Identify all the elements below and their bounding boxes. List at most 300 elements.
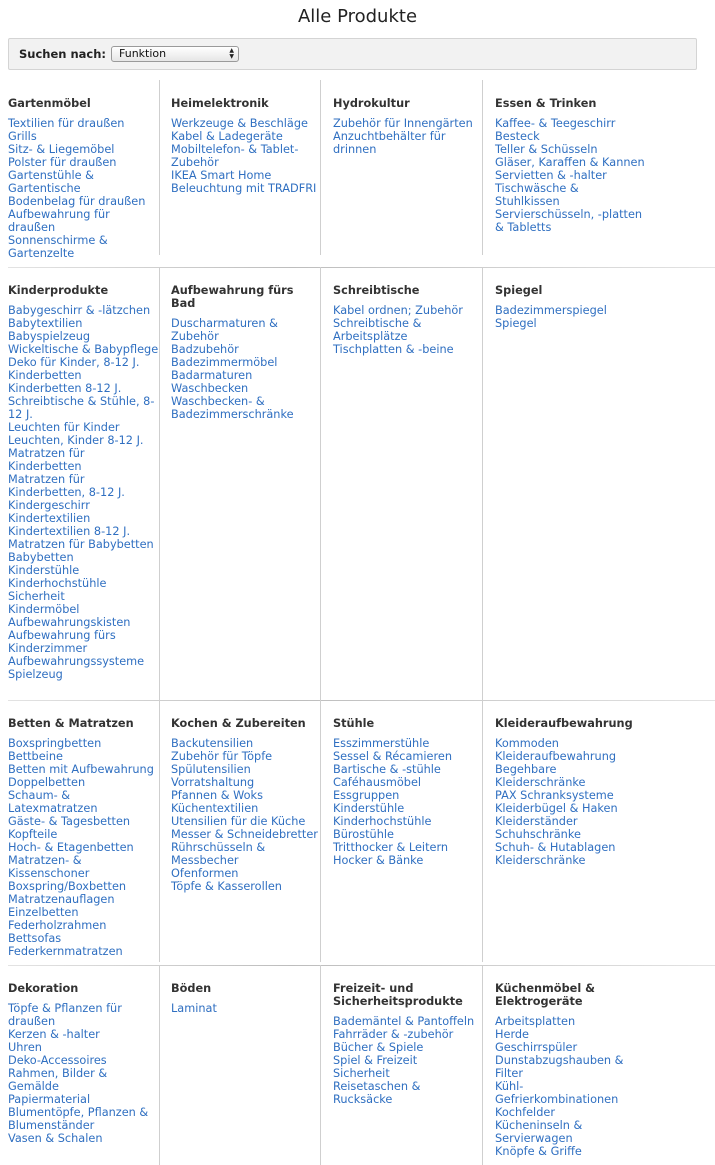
category-link-babybetten[interactable]: Babybetten	[8, 551, 74, 564]
category-link-aufbewahrungskisten[interactable]: Aufbewahrungskisten	[8, 616, 131, 629]
list-item	[8, 776, 159, 789]
category-link-zubehoer-fuer-innengaerten[interactable]: Zubehör für Innengärten	[333, 117, 473, 130]
category-link-polster-fuer-draussen[interactable]: Polster für draußen	[8, 156, 117, 169]
list-item	[8, 525, 159, 538]
list-item	[8, 854, 159, 880]
category-link-kaffee-teegeschirr[interactable]: Kaffee- & Teegeschirr	[495, 117, 616, 130]
category-link-hoch-etagenbetten[interactable]: Hoch- & Etagenbetten	[8, 841, 134, 854]
list-item	[8, 1002, 159, 1028]
category-column-kleideraufbewahrung	[495, 700, 645, 962]
category-link-kindertextilien-8-12-j[interactable]: Kindertextilien 8-12 J.	[8, 525, 131, 538]
list-item	[495, 763, 645, 789]
category-link-kleiderschraenke[interactable]: Kleiderschränke	[495, 854, 586, 867]
list-item	[8, 330, 159, 343]
list-item	[333, 815, 482, 828]
category-link-list	[8, 1002, 159, 1145]
list-item	[8, 538, 159, 551]
category-link-ruehrschuesseln-messbecher[interactable]: Rührschüsseln & Messbecher	[171, 841, 266, 867]
list-item	[8, 945, 159, 958]
category-link-list	[333, 737, 482, 867]
list-item	[8, 815, 159, 828]
category-link-badzubehoer[interactable]: Badzubehör	[171, 343, 239, 356]
list-item	[8, 156, 159, 169]
list-item	[8, 234, 159, 260]
category-column-kinderprodukte	[8, 267, 160, 704]
list-item	[8, 1132, 159, 1145]
category-link-sicherheit[interactable]: Sicherheit	[333, 1067, 390, 1080]
list-item	[8, 603, 159, 616]
category-link-essgruppen[interactable]: Essgruppen	[333, 789, 400, 802]
list-item	[8, 828, 159, 841]
category-link-hocker-baenke[interactable]: Hocker & Bänke	[333, 854, 424, 867]
list-item	[8, 763, 159, 776]
list-item	[495, 1106, 645, 1119]
category-link-uhren[interactable]: Uhren	[8, 1041, 42, 1054]
category-link-aufbewahrungssysteme[interactable]: Aufbewahrungssysteme	[8, 655, 145, 668]
category-link-leuchten-fuer-kinder[interactable]: Leuchten für Kinder	[8, 421, 120, 434]
category-link-utensilien-fuer-die-kueche[interactable]: Utensilien für die Küche	[171, 815, 306, 828]
category-link-blumentoepfe-pflanzen-blumenstaender[interactable]: Blumentöpfe, Pflanzen & Blumenständer	[8, 1106, 149, 1132]
list-item	[8, 564, 159, 577]
list-item	[333, 317, 482, 343]
list-item	[171, 880, 320, 893]
list-item	[8, 737, 159, 750]
list-item	[8, 668, 159, 681]
list-item	[495, 737, 645, 750]
list-item	[495, 789, 645, 802]
category-link-badezimmerspiegel[interactable]: Badezimmerspiegel	[495, 304, 607, 317]
list-item	[8, 473, 159, 499]
list-item	[8, 789, 159, 815]
category-link-babygeschirr-laetzchen[interactable]: Babygeschirr & -lätzchen	[8, 304, 151, 317]
list-item	[171, 382, 320, 395]
list-item	[333, 1067, 482, 1080]
list-item	[333, 789, 482, 802]
list-item	[171, 750, 320, 763]
category-link-matratzen-fuer-babybetten[interactable]: Matratzen für Babybetten	[8, 538, 154, 551]
list-item	[171, 867, 320, 880]
category-column-boeden	[171, 965, 321, 1165]
list-item	[8, 893, 159, 906]
category-link-tritthocker-leitern[interactable]: Tritthocker & Leitern	[333, 841, 449, 854]
category-link-babytextilien[interactable]: Babytextilien	[8, 317, 83, 330]
category-link-betten-mit-aufbewahrung[interactable]: Betten mit Aufbewahrung	[8, 763, 154, 776]
category-link-wickeltische-babypflege[interactable]: Wickeltische & Babypflege	[8, 343, 159, 356]
category-column-betten-matratzen	[8, 700, 160, 962]
list-item	[333, 1028, 482, 1041]
category-link-list	[495, 1015, 645, 1158]
category-link-deko-fuer-kinder-8-12-j[interactable]: Deko für Kinder, 8-12 J.	[8, 356, 140, 369]
category-link-kleiderstaender[interactable]: Kleiderständer	[495, 815, 578, 828]
list-item	[8, 1041, 159, 1054]
category-link-pax-schranksysteme[interactable]: PAX Schranksysteme	[495, 789, 614, 802]
category-link-list	[8, 737, 159, 958]
category-link-gartenstuehle-gartentische[interactable]: Gartenstühle & Gartentische	[8, 169, 94, 195]
list-item	[333, 1054, 482, 1067]
list-item	[495, 1054, 645, 1080]
list-item	[8, 1028, 159, 1041]
list-item	[8, 304, 159, 317]
category-link-matratzen-fuer-kinderbetten-8-12-j[interactable]: Matratzen für Kinderbetten, 8-12 J.	[8, 473, 125, 499]
list-item	[495, 130, 645, 143]
list-item	[333, 304, 482, 317]
category-link-kochfelder[interactable]: Kochfelder	[495, 1106, 555, 1119]
list-item	[495, 182, 645, 208]
category-link-bettbeine[interactable]: Bettbeine	[8, 750, 63, 763]
category-link-kommoden[interactable]: Kommoden	[495, 737, 559, 750]
category-link-kindergeschirr[interactable]: Kindergeschirr	[8, 499, 90, 512]
list-item	[495, 156, 645, 169]
category-link-zubehoer-fuer-toepfe[interactable]: Zubehör für Töpfe	[171, 750, 273, 763]
category-link-tischplatten-beine[interactable]: Tischplatten & -beine	[333, 343, 454, 356]
category-link-duscharmaturen-zubehoer[interactable]: Duscharmaturen & Zubehör	[171, 317, 278, 343]
category-link-list	[495, 737, 645, 867]
list-item	[8, 395, 159, 421]
category-link-einzelbetten[interactable]: Einzelbetten	[8, 906, 79, 919]
category-link-kinderhochstuehle[interactable]: Kinderhochstühle	[8, 577, 107, 590]
list-item	[8, 590, 159, 603]
category-title: Stühle	[333, 717, 375, 730]
list-item	[8, 629, 159, 655]
category-link-spiel-freizeit[interactable]: Spiel & Freizeit	[333, 1054, 418, 1067]
category-link-kinderbetten-8-12-j[interactable]: Kinderbetten 8-12 J.	[8, 382, 122, 395]
category-link-badarmaturen[interactable]: Badarmaturen	[171, 369, 253, 382]
category-link-schuh-hutablagen[interactable]: Schuh- & Hutablagen	[495, 841, 616, 854]
list-item	[8, 906, 159, 919]
list-item	[495, 317, 645, 330]
category-link-kerzen-halter[interactable]: Kerzen & -halter	[8, 1028, 100, 1041]
list-item	[8, 750, 159, 763]
list-item	[495, 815, 645, 828]
list-item	[495, 1080, 645, 1106]
category-link-esszimmerstuehle[interactable]: Esszimmerstühle	[333, 737, 430, 750]
category-link-kabel-ordnen-zubehoer[interactable]: Kabel ordnen; Zubehör	[333, 304, 463, 317]
search-bar	[8, 38, 697, 70]
list-item	[495, 854, 645, 867]
category-column-essen-trinken	[495, 80, 645, 255]
list-item	[333, 802, 482, 815]
list-item	[495, 828, 645, 841]
search-filter-value: Funktion	[119, 47, 167, 60]
category-link-boxspringbetten[interactable]: Boxspringbetten	[8, 737, 102, 750]
category-link-ikea-smart-home-beleuchtung-mit-tradfri[interactable]: IKEA Smart Home Beleuchtung mit TRADFRI	[171, 169, 317, 195]
category-title: Spiegel	[495, 284, 543, 297]
list-item	[171, 802, 320, 815]
list-item	[8, 616, 159, 629]
category-link-geschirrspueler[interactable]: Geschirrspüler	[495, 1041, 578, 1054]
select-arrows-icon: ▲ ▼	[229, 47, 235, 60]
list-item	[333, 750, 482, 763]
category-title: Essen & Trinken	[495, 97, 597, 110]
category-link-doppelbetten[interactable]: Doppelbetten	[8, 776, 86, 789]
category-link-list	[8, 304, 159, 681]
category-link-waschbecken-badezimmerschraenke[interactable]: Waschbecken- & Badezimmerschränke	[171, 395, 294, 421]
category-link-kindertextilien[interactable]: Kindertextilien	[8, 512, 91, 525]
category-link-list	[495, 117, 645, 234]
category-link-matratzen-fuer-kinderbetten[interactable]: Matratzen für Kinderbetten	[8, 447, 85, 473]
category-row	[0, 80, 715, 260]
category-link-backutensilien[interactable]: Backutensilien	[171, 737, 254, 750]
list-item	[171, 763, 320, 776]
list-item	[333, 1080, 482, 1106]
category-link-kuehl-gefrierkombinationen[interactable]: Kühl-Gefrierkombinationen	[495, 1080, 619, 1106]
list-item	[8, 369, 159, 382]
category-link-kuechentextilien[interactable]: Küchentextilien	[171, 802, 259, 815]
category-link-knoepfe-griffe[interactable]: Knöpfe & Griffe	[495, 1145, 582, 1158]
list-item	[8, 169, 159, 195]
list-item	[333, 1015, 482, 1028]
category-link-vasen-schalen[interactable]: Vasen & Schalen	[8, 1132, 103, 1145]
category-link-badezimmermoebel[interactable]: Badezimmermöbel	[171, 356, 278, 369]
list-item	[8, 1106, 159, 1132]
category-column-kuechenmoebel-elektrogeraete	[495, 965, 645, 1165]
category-column-freizeit-und-sicherheitsprodukte	[333, 965, 483, 1165]
category-title: Hydrokultur	[333, 97, 410, 110]
category-link-glaeser-karaffen-kannen[interactable]: Gläser, Karaffen & Kannen	[495, 156, 645, 169]
list-item	[171, 169, 320, 195]
category-column-stuehle	[333, 700, 483, 962]
category-column-spiegel	[495, 267, 645, 704]
category-link-leuchten-kinder-8-12-j[interactable]: Leuchten, Kinder 8-12 J.	[8, 434, 144, 447]
category-link-aufbewahrung-fuer-draussen[interactable]: Aufbewahrung für draußen	[8, 208, 110, 234]
category-link-servietten-halter[interactable]: Servietten & -halter	[495, 169, 607, 182]
category-link-bodenbelag-fuer-draussen[interactable]: Bodenbelag für draußen	[8, 195, 146, 208]
category-link-matratzen-kissenschoner[interactable]: Matratzen- & Kissenschoner	[8, 854, 90, 880]
list-item	[8, 1067, 159, 1093]
list-item	[333, 776, 482, 789]
list-item	[171, 395, 320, 421]
list-item	[8, 551, 159, 564]
category-link-bademaentel-pantoffeln[interactable]: Bademäntel & Pantoffeln	[333, 1015, 475, 1028]
category-link-cafehausmoebel[interactable]: Caféhausmöbel	[333, 776, 422, 789]
list-item	[8, 1093, 159, 1106]
list-item	[8, 919, 159, 932]
category-title: Kochen & Zubereiten	[171, 717, 306, 730]
list-item	[495, 304, 645, 317]
category-link-arbeitsplatten[interactable]: Arbeitsplatten	[495, 1015, 576, 1028]
list-item	[8, 434, 159, 447]
category-column-hydrokultur	[333, 80, 483, 255]
list-item	[171, 776, 320, 789]
category-link-kinderbetten[interactable]: Kinderbetten	[8, 369, 82, 382]
list-item	[495, 750, 645, 763]
category-link-deko-accessoires[interactable]: Deko-Accessoires	[8, 1054, 107, 1067]
list-item	[171, 143, 320, 169]
list-item	[8, 356, 159, 369]
category-link-list	[333, 117, 482, 156]
category-link-vorratshaltung[interactable]: Vorratshaltung	[171, 776, 255, 789]
category-link-rahmen-bilder-gemaelde[interactable]: Rahmen, Bilder & Gemälde	[8, 1067, 108, 1093]
category-link-schuhschraenke[interactable]: Schuhschränke	[495, 828, 581, 841]
list-item	[495, 117, 645, 130]
category-link-sitz-liegemoebel[interactable]: Sitz- & Liegemöbel	[8, 143, 115, 156]
category-link-begehbare-kleiderschraenke[interactable]: Begehbare Kleiderschränke	[495, 763, 586, 789]
category-link-list	[171, 737, 320, 893]
list-item	[495, 208, 645, 234]
category-title: Freizeit- und Sicherheitsprodukte	[333, 982, 463, 1008]
list-item	[8, 841, 159, 854]
list-item	[8, 195, 159, 208]
list-item	[495, 1145, 645, 1158]
list-item	[171, 789, 320, 802]
list-item	[333, 763, 482, 776]
category-link-kleideraufbewahrung[interactable]: Kleideraufbewahrung	[495, 750, 617, 763]
category-link-list	[8, 117, 159, 260]
category-row	[0, 267, 715, 704]
list-item	[8, 317, 159, 330]
category-link-toepfe-kasserollen[interactable]: Töpfe & Kasserollen	[171, 880, 282, 893]
list-item	[8, 499, 159, 512]
category-link-fahrraeder-zubehoer[interactable]: Fahrräder & -zubehör	[333, 1028, 454, 1041]
category-link-bettsofas[interactable]: Bettsofas	[8, 932, 62, 945]
category-link-kuecheninseln-servierwagen[interactable]: Kücheninseln & Servierwagen	[495, 1119, 583, 1145]
list-item	[171, 828, 320, 841]
category-title: Betten & Matratzen	[8, 717, 134, 730]
list-item	[333, 117, 482, 130]
list-item	[333, 130, 482, 156]
list-item	[495, 143, 645, 156]
category-title: Schreibtische	[333, 284, 420, 297]
category-link-aufbewahrung-fuers-kinderzimmer[interactable]: Aufbewahrung fürs Kinderzimmer	[8, 629, 116, 655]
category-link-babyspielzeug[interactable]: Babyspielzeug	[8, 330, 91, 343]
category-row	[0, 965, 715, 1165]
category-link-sessel-recamieren[interactable]: Sessel & Récamieren	[333, 750, 452, 763]
category-link-servierschuesseln-platten-tabletts[interactable]: Servierschüsseln, -platten & Tabletts	[495, 208, 643, 234]
category-column-heimelektronik	[171, 80, 321, 255]
category-link-list	[333, 1015, 482, 1106]
category-link-list	[171, 1002, 320, 1015]
list-item	[495, 1028, 645, 1041]
category-column-schreibtische	[333, 267, 483, 704]
list-item	[333, 841, 482, 854]
category-link-grills[interactable]: Grills	[8, 130, 37, 143]
category-link-toepfe-pflanzen-fuer-draussen[interactable]: Töpfe & Pflanzen für draußen	[8, 1002, 122, 1028]
category-link-ofenformen[interactable]: Ofenformen	[171, 867, 239, 880]
list-item	[171, 1002, 320, 1015]
list-item	[8, 577, 159, 590]
list-item	[171, 343, 320, 356]
page-title: Alle Produkte	[297, 6, 418, 27]
list-item	[8, 382, 159, 395]
search-filter-select[interactable]	[111, 46, 239, 62]
list-item	[171, 737, 320, 750]
category-link-kleiderbuegel-haken[interactable]: Kleiderbügel & Haken	[495, 802, 618, 815]
list-item	[8, 932, 159, 945]
category-link-kopfteile[interactable]: Kopfteile	[8, 828, 58, 841]
category-link-messer-schneidebretter[interactable]: Messer & Schneidebretter	[171, 828, 318, 841]
list-item	[8, 208, 159, 234]
category-link-kinderstuehle[interactable]: Kinderstühle	[8, 564, 80, 577]
category-link-gaeste-tagesbetten[interactable]: Gäste- & Tagesbetten	[8, 815, 131, 828]
category-column-kochen-zubereiten	[171, 700, 321, 962]
category-link-bartische-stuehle[interactable]: Bartische & -stühle	[333, 763, 441, 776]
list-item	[8, 421, 159, 434]
category-link-mobiltelefon-tablet-zubehoer[interactable]: Mobiltelefon- & Tablet-Zubehör	[171, 143, 299, 169]
category-link-textilien-fuer-draussen[interactable]: Textilien für draußen	[8, 117, 125, 130]
category-link-teller-schuesseln[interactable]: Teller & Schüsseln	[495, 143, 598, 156]
category-link-federholzrahmen[interactable]: Federholzrahmen	[8, 919, 107, 932]
list-item	[171, 130, 320, 143]
category-column-gartenmoebel	[8, 80, 160, 260]
category-column-dekoration	[8, 965, 160, 1165]
category-link-list	[495, 304, 645, 330]
category-link-pfannen-woks[interactable]: Pfannen & Woks	[171, 789, 263, 802]
category-link-list	[171, 117, 320, 195]
category-link-list	[171, 317, 320, 421]
category-title: Böden	[171, 982, 212, 995]
category-link-federkernmatratzen[interactable]: Federkernmatratzen	[8, 945, 123, 958]
category-link-kindermoebel[interactable]: Kindermöbel	[8, 603, 80, 616]
category-link-tischwaesche-stuhlkissen[interactable]: Tischwäsche & Stuhlkissen	[495, 182, 579, 208]
category-link-sicherheit[interactable]: Sicherheit	[8, 590, 65, 603]
category-title: Aufbewahrung fürs Bad	[171, 284, 294, 310]
search-label: Suchen nach:	[19, 47, 107, 61]
category-link-sonnenschirme-gartenzelte[interactable]: Sonnenschirme & Gartenzelte	[8, 234, 108, 260]
category-title: Heimelektronik	[171, 97, 269, 110]
category-link-kabel-ladegeraete[interactable]: Kabel & Ladegeräte	[171, 130, 283, 143]
category-link-buerostuehle[interactable]: Bürostühle	[333, 828, 394, 841]
list-item	[8, 1054, 159, 1067]
list-item	[8, 143, 159, 156]
list-item	[8, 447, 159, 473]
category-row	[0, 700, 715, 962]
category-link-laminat[interactable]: Laminat	[171, 1002, 217, 1015]
list-item	[8, 117, 159, 130]
category-title: Kleideraufbewahrung	[495, 717, 633, 730]
list-item	[333, 737, 482, 750]
category-link-dunstabzugshauben-filter[interactable]: Dunstabzugshauben & Filter	[495, 1054, 624, 1080]
category-link-buecher-spiele[interactable]: Bücher & Spiele	[333, 1041, 424, 1054]
category-link-papiermaterial[interactable]: Papiermaterial	[8, 1093, 91, 1106]
category-link-list	[333, 304, 482, 356]
list-item	[8, 343, 159, 356]
category-link-matratzenauflagen[interactable]: Matratzenauflagen	[8, 893, 115, 906]
category-link-besteck[interactable]: Besteck	[495, 130, 540, 143]
list-item	[495, 802, 645, 815]
category-link-schaum-latexmatratzen[interactable]: Schaum- & Latexmatratzen	[8, 789, 98, 815]
category-link-schreibtische-stuehle-8-12-j[interactable]: Schreibtische & Stühle, 8-12 J.	[8, 395, 155, 421]
list-item	[495, 1119, 645, 1145]
category-title: Küchenmöbel & Elektrogeräte	[495, 982, 595, 1008]
list-item	[333, 828, 482, 841]
category-link-kinderstuehle[interactable]: Kinderstühle	[333, 802, 405, 815]
list-item	[333, 1041, 482, 1054]
list-item	[495, 1015, 645, 1028]
list-item	[171, 356, 320, 369]
category-link-waschbecken[interactable]: Waschbecken	[171, 382, 249, 395]
category-link-boxspring-boxbetten[interactable]: Boxspring/Boxbetten	[8, 880, 127, 893]
list-item	[333, 854, 482, 867]
category-link-kinderhochstuehle[interactable]: Kinderhochstühle	[333, 815, 432, 828]
category-link-spielzeug[interactable]: Spielzeug	[8, 668, 63, 681]
list-item	[495, 841, 645, 854]
list-item	[171, 317, 320, 343]
category-title: Gartenmöbel	[8, 97, 91, 110]
category-link-spuelutensilien[interactable]: Spülutensilien	[171, 763, 251, 776]
category-link-werkzeuge-beschlaege[interactable]: Werkzeuge & Beschläge	[171, 117, 308, 130]
list-item	[495, 1041, 645, 1054]
category-title: Dekoration	[8, 982, 79, 995]
category-column-aufbewahrung-fuers-bad	[171, 267, 321, 704]
list-item	[8, 880, 159, 893]
category-link-anzuchtbehaelter-fuer-drinnen[interactable]: Anzuchtbehälter für drinnen	[333, 130, 446, 156]
list-item	[8, 512, 159, 525]
list-item	[333, 343, 482, 356]
category-link-herde[interactable]: Herde	[495, 1028, 530, 1041]
category-link-spiegel[interactable]: Spiegel	[495, 317, 537, 330]
category-link-reisetaschen-rucksaecke[interactable]: Reisetaschen & Rucksäcke	[333, 1080, 421, 1106]
category-link-schreibtische-arbeitsplaetze[interactable]: Schreibtische & Arbeitsplätze	[333, 317, 422, 343]
